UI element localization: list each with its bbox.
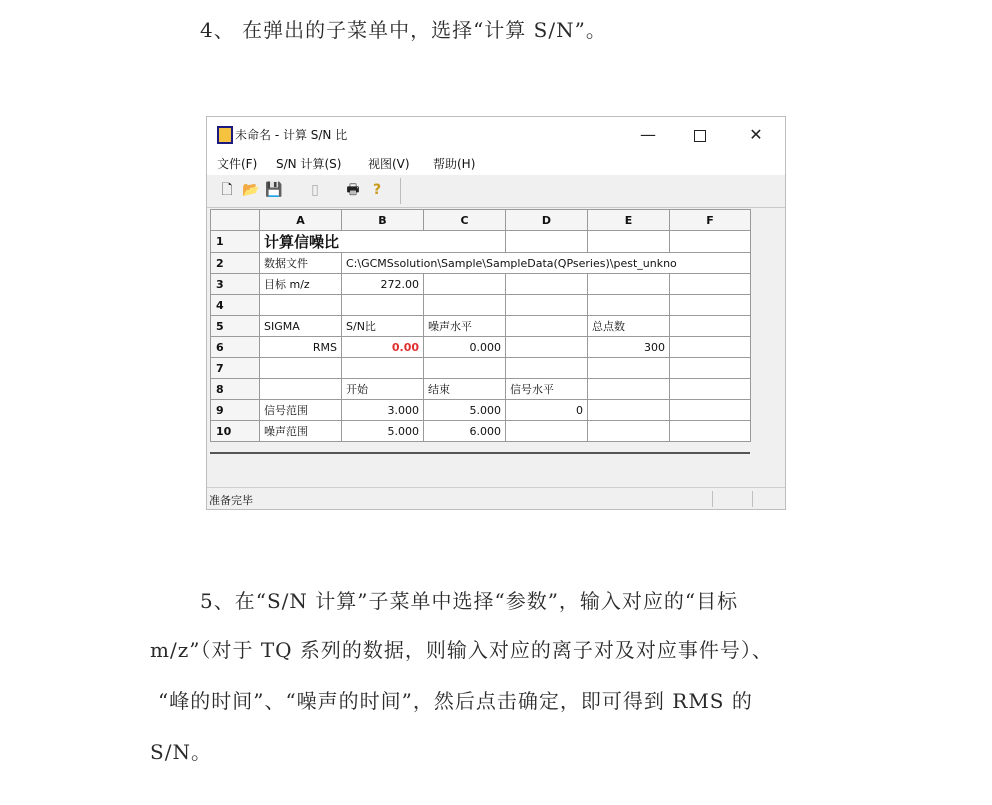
new-file-icon[interactable]: 🗋 [221, 182, 233, 198]
row-header[interactable]: 5 [211, 316, 260, 337]
cell-c5[interactable]: 噪声水平 [424, 316, 506, 337]
cell-e10[interactable] [588, 421, 670, 442]
cell-d10[interactable] [506, 421, 588, 442]
col-header-b[interactable]: B [342, 210, 424, 231]
cell-a4[interactable] [260, 295, 342, 316]
toolbar-separator [400, 178, 401, 204]
menu-view[interactable]: 视图(V) [368, 157, 410, 171]
status-text: 准备完毕 [209, 494, 253, 507]
row-header[interactable]: 2 [211, 253, 260, 274]
col-header-f[interactable]: F [670, 210, 751, 231]
cell-b5[interactable]: S/N比 [342, 316, 424, 337]
cell-c7[interactable] [424, 358, 506, 379]
toolbar [207, 175, 785, 208]
table-row [211, 379, 751, 400]
cell-d1[interactable] [506, 231, 588, 253]
column-header-row [211, 210, 751, 231]
col-header-a[interactable]: A [260, 210, 342, 231]
cell-a5[interactable]: SIGMA [260, 316, 342, 337]
cell-e7[interactable] [588, 358, 670, 379]
status-separator [712, 491, 713, 507]
copy-icon[interactable]: ▯ [311, 182, 319, 198]
cell-f1[interactable] [670, 231, 751, 253]
status-bar [207, 487, 785, 510]
cell-e6[interactable]: 300 [588, 337, 670, 358]
save-disk-icon[interactable]: 💾 [265, 182, 283, 198]
cell-b7[interactable] [342, 358, 424, 379]
grid-bottom-border [210, 452, 750, 454]
cell-e9[interactable] [588, 400, 670, 421]
menu-file[interactable]: 文件(F) [217, 157, 258, 171]
cell-d5[interactable] [506, 316, 588, 337]
help-question-icon[interactable]: ? [372, 182, 382, 198]
step-5-line-3: “峰的时间”、“噪声的时间”，然后点击确定，即可得到 RMS 的 [158, 689, 753, 713]
cell-c9[interactable]: 5.000 [424, 400, 506, 421]
cell-e1[interactable] [588, 231, 670, 253]
cell-f10[interactable] [670, 421, 751, 442]
cell-a10[interactable]: 噪声范围 [260, 421, 342, 442]
window-title: 未命名 - 计算 S/N 比 [235, 128, 348, 142]
table-row [211, 421, 751, 442]
cell-a8[interactable] [260, 379, 342, 400]
cell-b2[interactable]: C:\GCMSsolution\Sample\SampleData(QPseries)\pest_unkno [342, 253, 751, 274]
cell-e5[interactable]: 总点数 [588, 316, 670, 337]
cell-b8[interactable]: 开始 [342, 379, 424, 400]
cell-d7[interactable] [506, 358, 588, 379]
cell-f5[interactable] [670, 316, 751, 337]
app-icon [217, 126, 233, 144]
row-header[interactable]: 9 [211, 400, 260, 421]
table-row [211, 400, 751, 421]
menu-sn-calc[interactable]: S/N 计算(S) [276, 157, 342, 171]
row-header[interactable]: 8 [211, 379, 260, 400]
table-row [211, 274, 751, 295]
cell-c3[interactable] [424, 274, 506, 295]
table-row [211, 295, 751, 316]
open-folder-icon[interactable]: 📂 [242, 182, 260, 198]
cell-d8[interactable]: 信号水平 [506, 379, 588, 400]
minimize-button[interactable]: — [640, 125, 656, 144]
row-header[interactable]: 10 [211, 421, 260, 442]
cell-a6[interactable]: RMS [260, 337, 342, 358]
spreadsheet-grid [210, 209, 751, 442]
status-separator [752, 491, 753, 507]
cell-d4[interactable] [506, 295, 588, 316]
menu-help[interactable]: 帮助(H) [433, 157, 476, 171]
cell-b3[interactable]: 272.00 [342, 274, 424, 295]
cell-b4[interactable] [342, 295, 424, 316]
cell-c6[interactable]: 0.000 [424, 337, 506, 358]
sn-calculator-window [206, 116, 786, 510]
col-header-d[interactable]: D [506, 210, 588, 231]
cell-b10[interactable]: 5.000 [342, 421, 424, 442]
cell-f3[interactable] [670, 274, 751, 295]
cell-e3[interactable] [588, 274, 670, 295]
table-row [211, 316, 751, 337]
menu-bar [207, 151, 785, 175]
cell-d9[interactable]: 0 [506, 400, 588, 421]
cell-d6[interactable] [506, 337, 588, 358]
cell-a7[interactable] [260, 358, 342, 379]
title-bar [207, 117, 785, 151]
maximize-button[interactable] [677, 121, 723, 149]
cell-b9[interactable]: 3.000 [342, 400, 424, 421]
cell-f8[interactable] [670, 379, 751, 400]
table-row [211, 358, 751, 379]
close-button[interactable]: ✕ [749, 125, 763, 144]
cell-b6[interactable]: 0.00 [342, 337, 424, 358]
cell-f4[interactable] [670, 295, 751, 316]
table-row [211, 337, 751, 358]
cell-e4[interactable] [588, 295, 670, 316]
cell-c8[interactable]: 结束 [424, 379, 506, 400]
cell-e8[interactable] [588, 379, 670, 400]
step-5-line-4: S/N。 [150, 740, 212, 764]
cell-c10[interactable]: 6.000 [424, 421, 506, 442]
table-row [211, 253, 751, 274]
cell-f6[interactable] [670, 337, 751, 358]
row-header[interactable]: 4 [211, 295, 260, 316]
row-header[interactable]: 3 [211, 274, 260, 295]
print-icon[interactable]: 🖶 [346, 182, 360, 198]
step-5-line-1: 5、在“S/N 计算”子菜单中选择“参数”，输入对应的“目标 [200, 589, 739, 613]
row-header[interactable]: 7 [211, 358, 260, 379]
cell-d3[interactable] [506, 274, 588, 295]
cell-f9[interactable] [670, 400, 751, 421]
table-row [211, 231, 751, 253]
step-5-line-2: m/z”（对于 TQ 系列的数据，则输入对应的离子对及对应事件号）、 [150, 638, 773, 662]
cell-a9[interactable]: 信号范围 [260, 400, 342, 421]
col-header-e[interactable]: E [588, 210, 670, 231]
maximize-icon [694, 130, 706, 142]
col-header-c[interactable]: C [424, 210, 506, 231]
corner-cell[interactable] [211, 210, 260, 231]
cell-f7[interactable] [670, 358, 751, 379]
cell-a1[interactable]: 计算信噪比 [260, 231, 506, 253]
step-4-text: 4、 在弹出的子菜单中，选择“计算 S/N”。 [200, 18, 607, 42]
row-header[interactable]: 1 [211, 231, 260, 253]
cell-c4[interactable] [424, 295, 506, 316]
cell-a2[interactable]: 数据文件 [260, 253, 342, 274]
cell-a3[interactable]: 目标 m/z [260, 274, 342, 295]
row-header[interactable]: 6 [211, 337, 260, 358]
